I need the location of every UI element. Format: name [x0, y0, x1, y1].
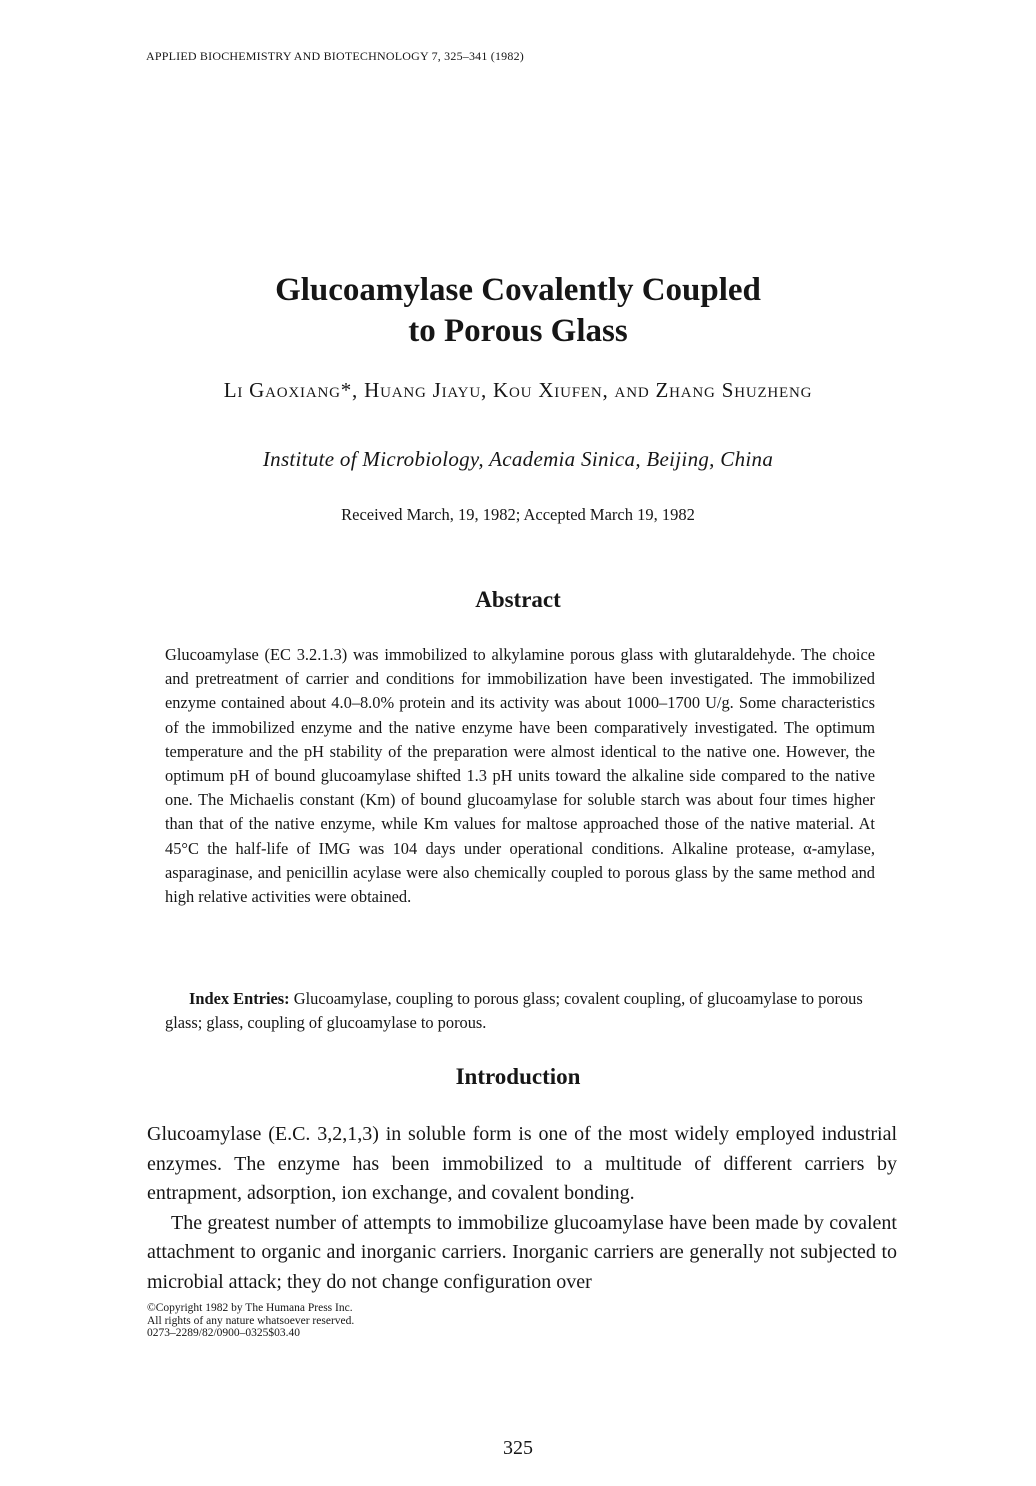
- copyright-line: ©Copyright 1982 by The Humana Press Inc.: [147, 1302, 353, 1314]
- abstract-heading: Abstract: [475, 587, 561, 612]
- title-line-2: to Porous Glass: [408, 313, 628, 349]
- index-entries-text: Glucoamylase, coupling to porous glass; covalent coupling, of glucoamylase to porous glass; glass, coupling of glucoamylase to porous.: [165, 989, 863, 1033]
- received-dates: Received March, 19, 1982; Accepted March 19, 1982: [341, 505, 695, 524]
- introduction-paragraph-1: Glucoamylase (E.C. 3,2,1,3) in soluble form is one of the most widely employed industrial enzymes. The enzyme has been immobilized to a multitude of different carriers by entrapment, adsorption, ion exchange, and covalent bonding.: [147, 1123, 897, 1204]
- rights-line: All rights of any nature whatsoever reserved.: [147, 1314, 355, 1327]
- affiliation: Institute of Microbiology, Academia Sinica, Beijing, China: [262, 447, 774, 471]
- copyright-notice: [147, 1302, 354, 1340]
- introduction-heading: Introduction: [455, 1064, 581, 1089]
- introduction-paragraph-2: The greatest number of attempts to immobilize glucoamylase have been made by covalent attachment to organic and inorganic carriers. Inorganic carriers are generally not subjected to microbial attack; they do not change configuration over: [147, 1211, 897, 1293]
- journal-header: APPLIED BIOCHEMISTRY AND BIOTECHNOLOGY 7, 325–341 (1982): [146, 49, 524, 63]
- introduction-body: [147, 1120, 897, 1297]
- issn-line: 0273–2289/82/0900–0325$03.40: [147, 1327, 301, 1339]
- abstract-text: Glucoamylase (EC 3.2.1.3) was immobilized to alkylamine porous glass with glutaraldehyde. The choice and pretreatment of carrier and conditions for immobilization have been investigated. The immobilized enzyme contained about 4.0–8.0% protein and its activity was about 1000–1700 U/g. Some characteristics of the immobilized enzyme and the native enzyme have been comparatively investigated. The optimum temperature and the pH stability of the preparation were almost identical to the native one. However, the optimum pH of bound glucoamylase shifted 1.3 pH units toward the alkaline side compared to the native one. The Michaelis constant (Km) of bound glucoamylase for soluble starch was about four times higher than that of the native enzyme, while Km values for maltose approached those of the native material. At 45°C the half-life of IMG was 104 days under operational conditions. Alkaline protease, α-amylase, asparaginase, and penicillin acylase were also chemically coupled to porous glass by the same method and high relative activities were obtained.: [165, 645, 875, 907]
- paper-title: [0, 270, 1036, 352]
- page-number: 325: [503, 1437, 533, 1459]
- title-line-1: Glucoamylase Covalently Coupled: [275, 272, 761, 308]
- index-entries: [165, 987, 875, 1035]
- author-list: Li Gaoxiang*, Huang Jiayu, Kou Xiufen, and Zhang Shuzheng: [223, 378, 813, 402]
- index-entries-label: Index Entries:: [189, 989, 290, 1008]
